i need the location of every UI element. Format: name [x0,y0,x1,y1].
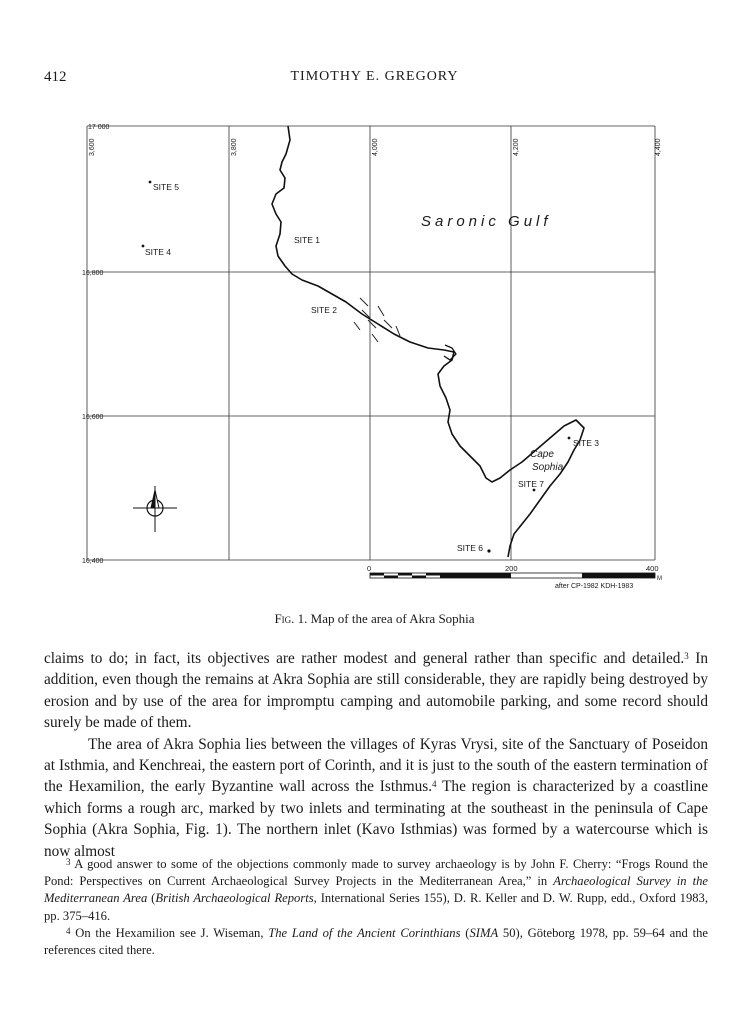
saronic-gulf-label: Saronic Gulf [421,213,552,230]
site-5-marker [149,181,152,184]
footnote-3-series: British Archaeological Reports [155,891,314,906]
grid-label-x-4000: 4,000 [372,138,379,156]
scale-bar [370,573,655,578]
page-number: 412 [44,69,67,85]
footnote-ref-3: 3 [684,651,689,661]
site-6-marker [487,549,490,552]
paragraph-2-part-b: The region is characterized by a coastline which forms a rough arc, marked by two inlets and terminating at the southeast in the peninsula of Cape Sophia (Akra Sophia, Fig. 1). The northern inlet (Kavo Isthmias) was formed by a watercourse which is now almost [44,778,708,860]
footnote-3-part-c: , International Series 155), D. R. Keller and D. W. Rupp, edd., Oxford 1983, pp. 375–416. [44,891,708,923]
coastline [272,126,584,557]
north-arrow-icon [133,486,177,532]
map-credit: after CP-1982 KDH-1983 [555,583,634,590]
footnote-4-part-c: 50), Göteborg 1978, pp. 59–64 and the references cited there. [44,925,708,958]
paragraph-1 [44,648,708,734]
grid-label-x-4200: 4,200 [513,138,520,156]
site-5-label: SITE 5 [153,182,179,192]
figure-caption-text: Map of the area of Akra Sophia [307,611,475,626]
footnote-3-title: Archaeological Survey in the Mediterranean Area [44,874,708,906]
cape-label: Cape [530,449,554,460]
scale-unit: M [657,576,662,582]
sophia-label: Sophia [532,462,564,473]
figure-label: Fig. 1. [274,611,308,626]
footnote-4-part-a: On the Hexamilion see J. Wiseman, [70,925,269,940]
paragraph-1-part-b: In addition, even though the remains at Akra Sophia are still considerable, they are rapidly being destroyed by erosion and by use of the area for impromptu camping and automobile parking, and some record should surely be made of them. [44,650,708,732]
footnote-ref-4: 4 [432,779,437,790]
footnote-4-number: 4 [66,925,71,936]
scale-label-0: 0 [367,564,372,573]
grid-label-x-3600: 3,600 [89,138,96,156]
body-text [44,648,708,862]
dashed-feature [354,298,400,342]
map-figure [0,110,749,605]
site-3-label: SITE 3 [573,438,599,448]
scale-label-400: 400 [646,564,659,573]
grid-label-y-16600: 16,600 [82,414,104,421]
site-6-label: SITE 6 [457,543,483,553]
site-4-label: SITE 4 [145,247,171,257]
site-4-marker [142,245,145,248]
site-7-label: SITE 7 [518,479,544,489]
site-7-marker [533,489,536,492]
footnotes [44,856,708,959]
scale-label-200: 200 [505,564,518,573]
grid-label-x-4400: 4,400 [655,138,662,156]
paragraph-1-part-a: claims to do; in fact, its objectives are rather modest and general rather than specific and detailed. [44,650,685,667]
figure-caption [0,611,749,627]
footnote-3-number: 3 [66,857,71,867]
footnote-4 [44,925,708,959]
site-2-label: SITE 2 [311,305,337,315]
footnote-4-title: The Land of the Ancient Corinthians [268,925,461,940]
footnote-4-series: SIMA [469,925,499,940]
paragraph-2 [44,734,708,862]
footnote-4-part-b: ( [460,925,470,940]
grid-label-y-16800: 16,800 [82,270,104,277]
site-3-marker [568,437,571,440]
footnote-3-part-a: A good answer to some of the objections commonly made to survey archaeology is by John F. Cherry: “Frogs Round the Pond: Perspectives on Current Archaeological Survey Projects in the Mediterranean Area,” in [44,857,708,889]
running-head: TIMOTHY E. GREGORY [290,69,459,84]
paragraph-2-part-a: The area of Akra Sophia lies between the villages of Kyras Vrysi, site of the Sanctuary of Poseidon at Isthmia, and Kenchreai, the eastern port of Corinth, and it is just to the south of the eastern termination of the Hexamilion, the early Byzantine wall across the Isthmus. [44,735,708,796]
grid-label-y-16400: 16,400 [82,558,104,565]
grid-label-x-3800: 3,800 [231,138,238,156]
footnote-3-part-b: ( [147,891,156,906]
site-1-label: SITE 1 [294,235,320,245]
grid-label-y-17000: 17 000 [88,124,110,131]
footnote-3 [44,856,708,925]
